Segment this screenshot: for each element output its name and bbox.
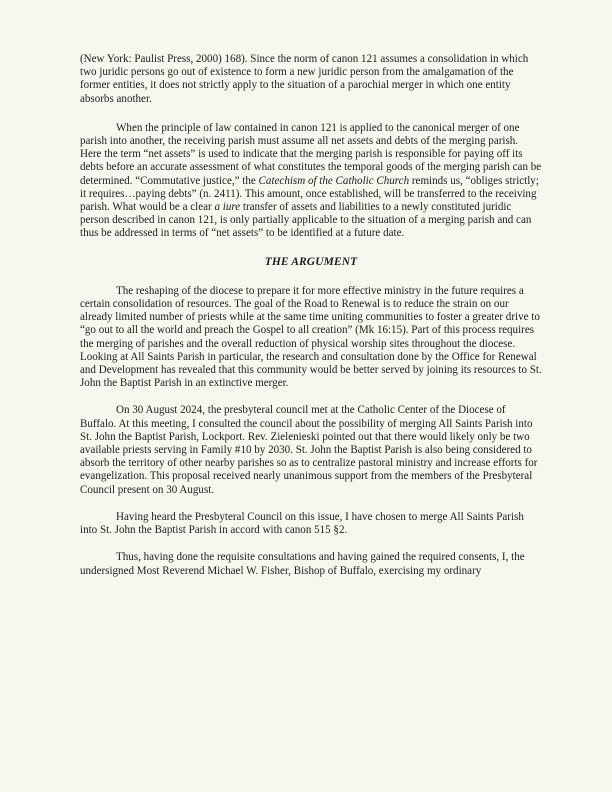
paragraph-text: The reshaping of the diocese to prepare it for more effective ministry in the future requires a certain consolidation of resources. The goal of the Road to Renewal is to reduce the strain on our already limited number of priests while at the same time uniting communities to foster a greater drive to “go out to all the world and preach the Gospel to all creation” (Mk 16:15). Part of this process requires the merging of parishes and the overall reduction of physical worship sites throughout the diocese. Looking at All Saints Parish in particular, the research and consultation done by the Office for Renewal and Development has revealed that this community would be better served by joining its resources to St. John the Baptist Parish in an extinctive merger. — [80, 284, 542, 390]
section-heading: THE ARGUMENT — [264, 255, 358, 268]
paragraph-reshaping-diocese — [80, 285, 542, 391]
paragraph-text-part: transfer of assets and liabilities to a newly constituted juridic person described in canon 121, is only partially applicable to the situation of a merging parish and can thus be addressed in terms of “net assets” to be identified at a future date. — [80, 201, 532, 240]
paragraph-text: Having heard the Presbyteral Council on this issue, I have chosen to merge All Saints Parish into St. John the Baptist Parish in accord with canon 515 §2. — [80, 510, 524, 537]
paragraph-citation-continuation — [80, 53, 542, 106]
paragraph-text: (New York: Paulist Press, 2000) 168). Since the norm of canon 121 assumes a consolidation in which two juridic persons go out of existence to form a new juridic person from the amalgamation of the former entities, it does not strictly apply to the situation of a parochial merger in which one entity absorbs another. — [80, 53, 529, 105]
paragraph-decision — [80, 511, 542, 537]
catechism-title: Catechism of the Catholic Church — [258, 174, 410, 187]
paragraph-council-meeting — [80, 404, 542, 496]
paragraph-text-part: reminds us, “obliges strictly; it requires…paying debts” (n. 2411). This amount, once established, will be transferred to the receiving parish. What would be a clear — [80, 174, 539, 214]
paragraph-text: On 30 August 2024, the presbyteral council met at the Catholic Center of the Diocese of Buffalo. At this meeting, I consulted the council about the possibility of merging All Saints Parish into St. John the Baptist Parish, Lockport. Rev. Zielenieski pointed out that there would likely only be two available priests serving in Family #10 by 2030. St. John the Baptist Parish is also being considered to absorb the territory of other nearby parishes so as to centralize pastoral ministry and increase efforts for evangelization. This proposal received nearly unanimous support from the members of the Presbyteral Council present on 30 August. — [80, 404, 538, 496]
paragraph-decree-start — [80, 551, 542, 577]
latin-term: a iure — [214, 201, 241, 214]
paragraph-text-part: When the principle of law contained in canon 121 is applied to the canonical merger of one parish into another, the receiving parish must assume all net assets and debts of the merging parish. Here the term “net assets” is used to indicate that the merging parish is responsible for paying off its debts before an accurate assessment of what constitutes the temporal goods of the merging parish can be determined. “Commutative justice,” the — [80, 121, 542, 187]
document-body — [80, 53, 542, 592]
paragraph-canon-121-application — [80, 122, 542, 241]
paragraph-text: Thus, having done the requisite consultations and having gained the required consents, I, the undersigned Most Reverend Michael W. Fisher, Bishop of Buffalo, exercising my ordinary — [80, 551, 525, 577]
